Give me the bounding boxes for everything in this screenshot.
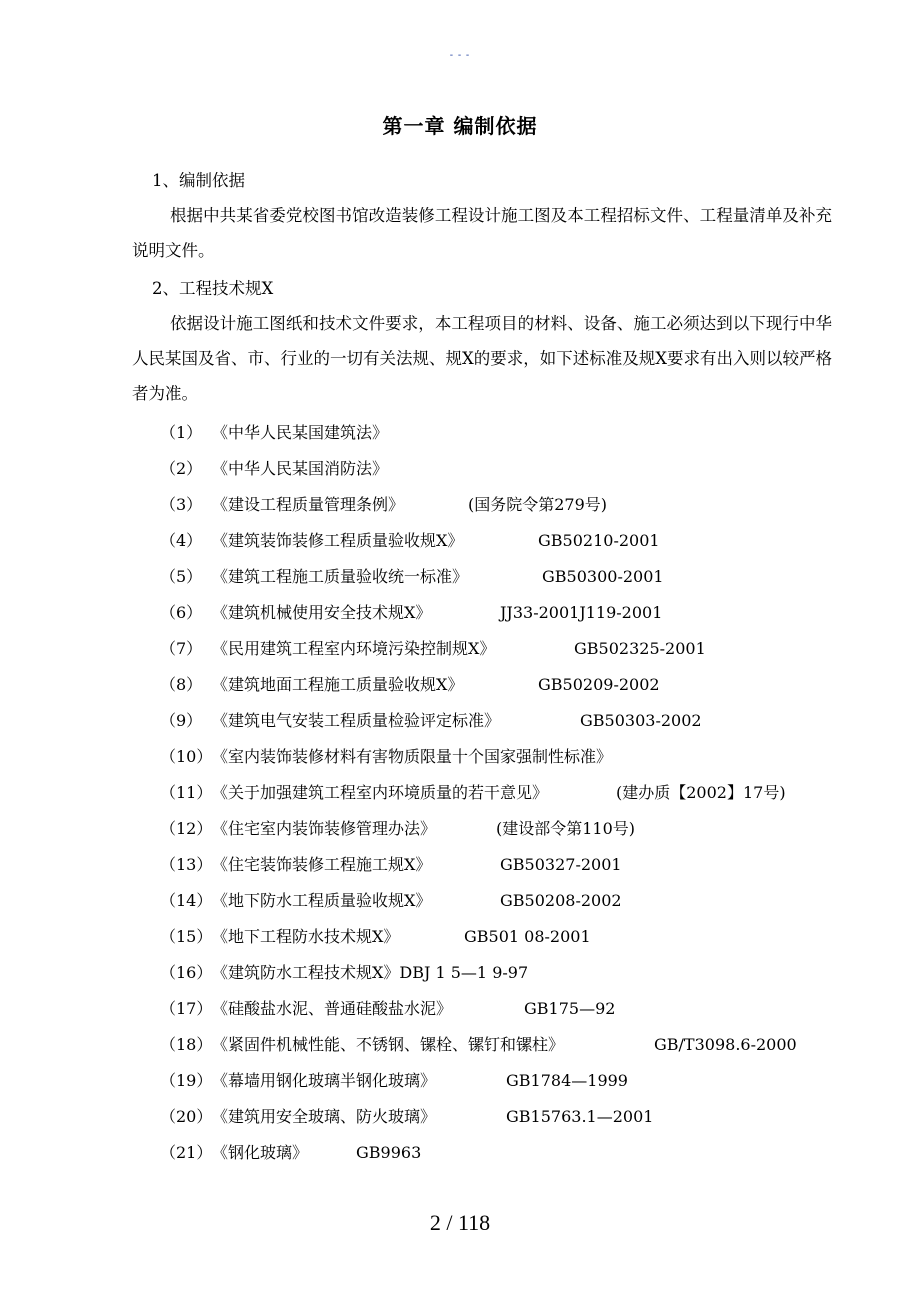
item-title: 《幕墙用钢化玻璃半钢化玻璃》 bbox=[212, 1071, 437, 1090]
section2-heading: 2、工程技术规X bbox=[152, 279, 274, 298]
item-number: （6） bbox=[160, 603, 203, 622]
item-number: （7） bbox=[160, 639, 203, 658]
item-code: GB1784—1999 bbox=[506, 1071, 628, 1090]
item-number: （2） bbox=[160, 459, 203, 478]
item-title: 《中华人民某国建筑法》 bbox=[212, 423, 389, 442]
item-number: （3） bbox=[160, 495, 203, 514]
list-item bbox=[160, 962, 528, 984]
section2-paragraph: 依据设计施工图纸和技术文件要求，本工程项目的材料、设备、施工必须达到以下现行中华人民某国及省、市、行业的一切有关法规、规X的要求，如下述标准及规X要求有出入则以较严格者为准。 bbox=[132, 314, 832, 403]
list-item bbox=[160, 998, 616, 1020]
item-title: 《住宅室内装饰装修管理办法》 bbox=[212, 819, 437, 838]
item-code: JJ33-2001J119-2001 bbox=[500, 603, 663, 622]
item-code: (国务院令第279号) bbox=[468, 495, 608, 514]
item-number: （10） bbox=[160, 747, 213, 766]
list-item bbox=[160, 1034, 797, 1056]
item-number: （17） bbox=[160, 999, 213, 1018]
item-title: 《建筑装饰装修工程质量验收规X》 bbox=[212, 531, 464, 550]
item-number: （15） bbox=[160, 927, 213, 946]
list-item bbox=[160, 530, 660, 552]
item-title: 《中华人民某国消防法》 bbox=[212, 459, 389, 478]
item-number: （18） bbox=[160, 1035, 213, 1054]
list-item bbox=[160, 1070, 628, 1092]
item-title: 《民用建筑工程室内环境污染控制规X》 bbox=[212, 639, 496, 658]
item-code: GB50303-2002 bbox=[580, 711, 702, 730]
item-number: （4） bbox=[160, 531, 203, 550]
item-code: GB50210-2001 bbox=[538, 531, 660, 550]
item-number: （21） bbox=[160, 1143, 213, 1162]
list-item bbox=[160, 926, 591, 948]
list-item bbox=[160, 566, 664, 588]
item-title: 《硅酸盐水泥、普通硅酸盐水泥》 bbox=[212, 999, 453, 1018]
item-number: （20） bbox=[160, 1107, 213, 1126]
section1-heading: 1、编制依据 bbox=[152, 171, 245, 190]
item-number: （11） bbox=[160, 783, 213, 802]
list-item bbox=[160, 710, 702, 732]
item-title: 《建筑电气安装工程质量检验评定标准》 bbox=[212, 711, 501, 730]
item-code: GB50208-2002 bbox=[500, 891, 622, 910]
item-title: 《建筑防水工程技术规X》DBJ 1 5—1 9-97 bbox=[212, 963, 529, 982]
list-item bbox=[160, 890, 622, 912]
item-code: (建办质【2002】17号) bbox=[616, 783, 786, 802]
item-number: （19） bbox=[160, 1071, 213, 1090]
item-title: 《建筑工程施工质量验收统一标准》 bbox=[212, 567, 469, 586]
item-code: GB9963 bbox=[356, 1143, 422, 1162]
list-item bbox=[160, 818, 636, 840]
list-item bbox=[160, 602, 663, 624]
item-code: GB501 08-2001 bbox=[464, 927, 591, 946]
list-item bbox=[160, 674, 660, 696]
item-code: (建设部令第110号) bbox=[496, 819, 636, 838]
list-item bbox=[160, 638, 706, 660]
list-item bbox=[160, 494, 608, 516]
list-item bbox=[160, 1142, 422, 1164]
item-code: GB/T3098.6-2000 bbox=[654, 1035, 797, 1054]
item-code: GB175—92 bbox=[524, 999, 616, 1018]
item-number: （14） bbox=[160, 891, 213, 910]
item-number: （16） bbox=[160, 963, 213, 982]
item-number: （12） bbox=[160, 819, 213, 838]
chapter-title: 第一章 编制依据 bbox=[382, 114, 538, 138]
item-title: 《地下工程防水技术规X》 bbox=[212, 927, 400, 946]
item-title: 《建设工程质量管理条例》 bbox=[212, 495, 405, 514]
item-title: 《住宅装饰装修工程施工规X》 bbox=[212, 855, 432, 874]
item-number: （13） bbox=[160, 855, 213, 874]
item-number: （1） bbox=[160, 423, 203, 442]
list-item bbox=[160, 458, 388, 480]
item-title: 《建筑地面工程施工质量验收规X》 bbox=[212, 675, 464, 694]
item-code: GB50209-2002 bbox=[538, 675, 660, 694]
item-title: 《关于加强建筑工程室内环境质量的若干意见》 bbox=[212, 783, 549, 802]
item-title: 《建筑用安全玻璃、防火玻璃》 bbox=[212, 1107, 437, 1126]
item-title: 《建筑机械使用安全技术规X》 bbox=[212, 603, 432, 622]
item-title: 《钢化玻璃》 bbox=[212, 1143, 309, 1162]
item-number: （5） bbox=[160, 567, 203, 586]
item-title: 《地下防水工程质量验收规X》 bbox=[212, 891, 432, 910]
list-item bbox=[160, 1106, 654, 1128]
item-code: GB15763.1—2001 bbox=[506, 1107, 654, 1126]
item-number: （8） bbox=[160, 675, 203, 694]
header-mark: - - - bbox=[449, 50, 471, 61]
item-number: （9） bbox=[160, 711, 203, 730]
item-code: GB50327-2001 bbox=[500, 855, 622, 874]
page-indicator: 2 / 118 bbox=[429, 1210, 491, 1235]
list-item bbox=[160, 782, 786, 804]
item-code: GB50300-2001 bbox=[542, 567, 664, 586]
item-title: 《室内装饰装修材料有害物质限量十个国家强制性标准》 bbox=[212, 747, 613, 766]
list-item bbox=[160, 746, 612, 768]
item-code: GB502325-2001 bbox=[574, 639, 706, 658]
list-item bbox=[160, 854, 622, 876]
section1-paragraph: 根据中共某省委党校图书馆改造装修工程设计施工图及本工程招标文件、工程量清单及补充说明文件。 bbox=[132, 206, 832, 260]
item-title: 《紧固件机械性能、不锈钢、镙栓、镙钉和镙柱》 bbox=[212, 1035, 565, 1054]
list-item bbox=[160, 422, 388, 444]
